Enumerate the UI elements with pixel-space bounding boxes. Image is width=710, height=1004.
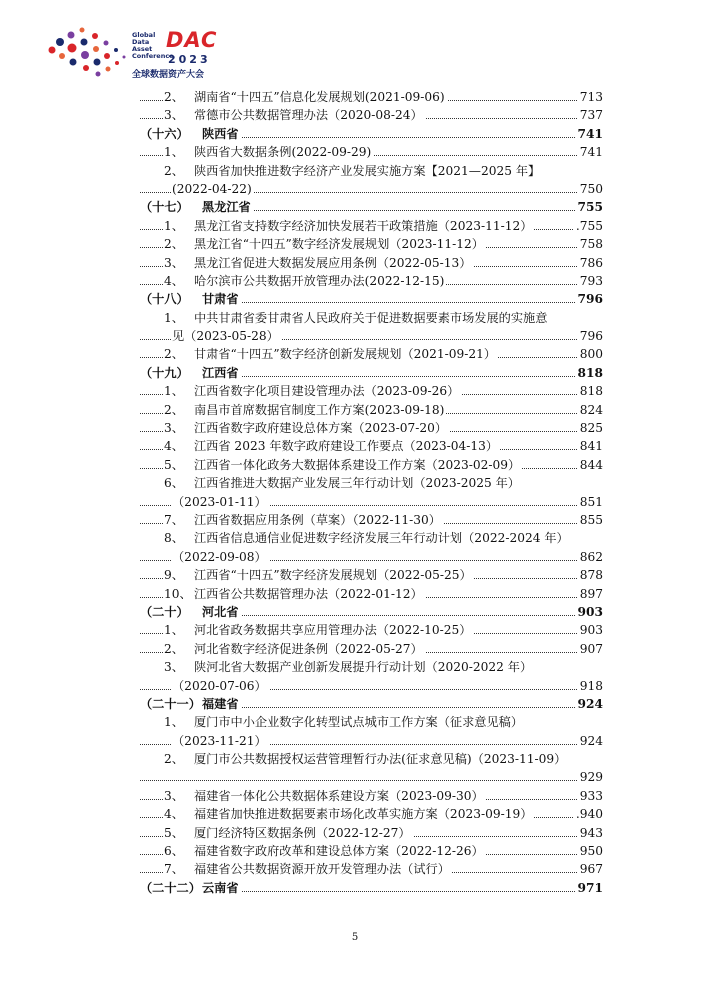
toc-entry-text: （2023-11-21）	[172, 733, 267, 748]
toc-entry-row[interactable]	[140, 713, 603, 731]
toc-entry-row[interactable]	[140, 254, 603, 272]
toc-entry-title	[140, 603, 241, 621]
toc-entry-title	[164, 143, 373, 161]
toc-entry-title	[164, 566, 474, 584]
toc-page-number: .755	[574, 217, 603, 235]
toc-entry-number: 3、	[164, 108, 184, 123]
toc-entry-title	[164, 640, 425, 658]
toc-entry-title	[164, 382, 461, 400]
toc-page-number: 950	[578, 842, 603, 860]
toc-page-number: 855	[578, 511, 603, 529]
toc-entry-number: 2、	[164, 163, 184, 178]
toc-entry-title	[140, 879, 241, 897]
toc-entry-row[interactable]	[140, 787, 603, 805]
toc-entry-number: 8、	[164, 531, 184, 546]
toc-entry-title	[164, 621, 473, 639]
toc-page-number: 796	[578, 327, 603, 345]
toc-entry-title	[140, 290, 241, 308]
toc-entry-title	[172, 732, 269, 750]
toc-page-number: 741	[578, 143, 603, 161]
toc-entry-title	[164, 585, 425, 603]
toc-entry-title	[140, 198, 253, 216]
toc-entry-text: 江西省	[202, 365, 239, 380]
toc-entry-title	[140, 364, 241, 382]
toc-entry-title	[172, 548, 269, 566]
toc-entry-text: 黑龙江省支持数字经济加快发展若干政策措施（2023-11-12）	[194, 218, 533, 233]
toc-entry-number: 4、	[164, 273, 184, 288]
toc-page-number: 929	[578, 768, 603, 786]
toc-page-number: 741	[576, 125, 603, 143]
toc-entry-text: 陕西省加快推进数字经济产业发展实施方案【2021—2025 年】	[194, 163, 541, 178]
toc-entry-row[interactable]	[140, 548, 603, 566]
toc-section-row[interactable]	[140, 125, 603, 143]
toc-entry-title	[164, 272, 446, 290]
toc-entry-text: 江西省公共数据管理办法（2022-01-12）	[194, 586, 423, 601]
toc-section-row[interactable]	[140, 198, 603, 216]
toc-entry-text: 江西省推进大数据产业发展三年行动计划（2023-2025 年）	[194, 476, 520, 491]
toc-entry-title	[164, 162, 603, 180]
toc-entry-row[interactable]	[140, 805, 603, 823]
toc-entry-number: 2、	[164, 90, 184, 104]
toc-entry-title	[164, 88, 447, 106]
toc-entry-number: 2、	[164, 641, 184, 656]
toc-entry-number: （十六）	[140, 126, 189, 141]
toc-entry-number: （十九）	[140, 365, 189, 380]
toc-entry-number: 3、	[164, 421, 184, 436]
toc-entry-row[interactable]	[140, 824, 603, 842]
table-of-contents	[140, 88, 603, 897]
toc-entry-number: 7、	[164, 862, 184, 877]
toc-entry-text: 江西省数字政府建设总体方案（2023-07-20）	[194, 421, 448, 436]
toc-entry-text: 甘肃省“十四五”数字经济创新发展规划（2021-09-21）	[194, 347, 497, 362]
toc-page-number: 796	[576, 290, 603, 308]
toc-entry-text: 黑龙江省“十四五”数字经济发展规划（2023-11-12）	[194, 237, 484, 252]
toc-entry-row[interactable]	[140, 750, 603, 768]
conference-logo	[44, 20, 218, 82]
toc-entry-title	[164, 658, 603, 676]
toc-entry-title	[164, 254, 473, 272]
toc-entry-text: 河北省数字经济促进条例（2022-05-27）	[194, 641, 423, 656]
toc-entry-title	[164, 805, 534, 823]
toc-page-number: 967	[578, 860, 603, 878]
toc-entry-number: 2、	[164, 347, 184, 362]
toc-entry-row[interactable]	[140, 327, 603, 345]
toc-entry-title	[164, 217, 534, 235]
toc-entry-text: 厦门市中小企业数字化转型试点城市工作方案（征求意见稿）	[194, 715, 524, 730]
toc-entry-text: 厦门市公共数据授权运营管理暂行办法(征求意见稿)（2023-11-09）	[194, 752, 567, 767]
toc-entry-text: 常德市公共数据管理办法（2020-08-24）	[194, 108, 423, 123]
toc-entry-text: （2023-01-11）	[172, 494, 267, 509]
toc-entry-text: 云南省	[202, 880, 239, 895]
toc-entry-number: （二十）	[140, 604, 189, 619]
toc-entry-number: 9、	[164, 568, 184, 583]
toc-entry-row[interactable]	[140, 768, 603, 786]
toc-section-row[interactable]	[140, 603, 603, 621]
toc-entry-row[interactable]	[140, 345, 603, 363]
toc-entry-title	[172, 493, 269, 511]
toc-entry-row[interactable]	[140, 143, 603, 161]
toc-entry-row[interactable]	[140, 529, 603, 547]
toc-page-number: 918	[578, 677, 603, 695]
toc-entry-title	[164, 824, 413, 842]
toc-page-number: 841	[578, 437, 603, 455]
toc-entry-number: 3、	[164, 788, 184, 803]
toc-entry-text: 福建省加快推进数据要素市场化改革实施方案（2023-09-19）	[194, 807, 533, 822]
toc-page-number: 903	[576, 603, 603, 621]
toc-section-row[interactable]	[140, 695, 603, 713]
toc-entry-text: （2020-07-06）	[172, 678, 267, 693]
toc-entry-row[interactable]	[140, 88, 603, 106]
logo-small-text: Global Data Asset Conference	[132, 31, 174, 60]
toc-entry-row[interactable]	[140, 658, 603, 676]
toc-entry-row[interactable]	[140, 511, 603, 529]
toc-section-row[interactable]	[140, 879, 603, 897]
logo-chinese-title: 全球数据资产大会	[132, 70, 205, 80]
toc-entry-row[interactable]	[140, 419, 603, 437]
toc-entry-number: 10、	[164, 586, 192, 601]
toc-page-number: 851	[578, 493, 603, 511]
toc-entry-number: （二十二）	[140, 880, 201, 895]
toc-entry-row[interactable]	[140, 235, 603, 253]
toc-entry-number: 2、	[164, 752, 184, 767]
toc-page-number: 924	[576, 695, 603, 713]
toc-page-number: 943	[578, 824, 603, 842]
toc-entry-number: 1、	[164, 623, 184, 638]
toc-entry-row[interactable]	[140, 640, 603, 658]
toc-entry-text: 见（2023-05-28）	[172, 329, 279, 344]
toc-entry-title	[164, 713, 603, 731]
toc-entry-title	[164, 437, 500, 455]
toc-entry-number: 7、	[164, 512, 184, 527]
toc-entry-text: 湖南省“十四五”信息化发展规划(2021-09-06)	[194, 90, 445, 104]
toc-page-number: 844	[578, 456, 603, 474]
toc-entry-title	[140, 125, 241, 143]
toc-page-number: 786	[578, 254, 603, 272]
toc-entry-number: 1、	[164, 310, 184, 325]
toc-page-number: 800	[578, 345, 603, 363]
toc-page-number: 793	[578, 272, 603, 290]
toc-entry-row[interactable]	[140, 217, 603, 235]
toc-entry-row[interactable]	[140, 474, 603, 492]
toc-entry-number: 5、	[164, 825, 184, 840]
toc-entry-number: 5、	[164, 457, 184, 472]
toc-entry-title	[164, 235, 486, 253]
toc-entry-text: 江西省信息通信业促进数字经济发展三年行动计划（2022-2024 年）	[194, 531, 569, 546]
toc-entry-text: 江西省一体化政务大数据体系建设工作方案（2023-02-09）	[194, 457, 521, 472]
toc-entry-number: 1、	[164, 384, 184, 399]
toc-entry-title	[172, 327, 281, 345]
toc-entry-row[interactable]	[140, 621, 603, 639]
toc-entry-title	[164, 529, 603, 547]
toc-entry-text: 陕河北省大数据产业创新发展提升行动计划（2020-2022 年）	[194, 660, 533, 675]
toc-page-number: 737	[578, 106, 603, 124]
toc-entry-number: 1、	[164, 218, 184, 233]
toc-entry-text: (2022-04-22)	[172, 181, 252, 196]
toc-entry-row[interactable]	[140, 180, 603, 198]
toc-entry-number: 3、	[164, 660, 184, 675]
toc-entry-row[interactable]	[140, 677, 603, 695]
toc-entry-text: 陕西省	[202, 126, 239, 141]
toc-section-row[interactable]	[140, 364, 603, 382]
toc-entry-number: （二十一）	[140, 696, 201, 711]
toc-page-number: 897	[578, 585, 603, 603]
toc-entry-title	[164, 345, 498, 363]
toc-page-number: 924	[578, 732, 603, 750]
toc-entry-title	[172, 677, 269, 695]
toc-entry-row[interactable]	[140, 309, 603, 327]
toc-entry-text: 南昌市首席数据官制度工作方案(2023-09-18)	[194, 402, 445, 417]
toc-page-number: 878	[578, 566, 603, 584]
toc-entry-number: 1、	[164, 145, 184, 160]
toc-page-number: 933	[578, 787, 603, 805]
toc-entry-row[interactable]	[140, 860, 603, 878]
toc-page-number: 818	[576, 364, 603, 382]
toc-entry-row[interactable]	[140, 382, 603, 400]
toc-entry-number: （十七）	[140, 200, 189, 215]
toc-entry-title	[164, 787, 486, 805]
toc-entry-number: 6、	[164, 476, 184, 491]
logo-dots-icon	[44, 20, 134, 82]
toc-entry-title	[164, 309, 603, 327]
toc-entry-text: 江西省数字化项目建设管理办法（2023-09-26）	[194, 384, 460, 399]
toc-entry-title	[172, 180, 254, 198]
toc-entry-text: 陕西省大数据条例(2022-09-29)	[194, 145, 372, 160]
toc-entry-number: 2、	[164, 402, 184, 417]
toc-section-row[interactable]	[140, 290, 603, 308]
toc-entry-text: 江西省“十四五”数字经济发展规划（2022-05-25）	[194, 568, 472, 583]
toc-entry-number: 6、	[164, 844, 184, 859]
toc-entry-text: 福建省	[202, 696, 239, 711]
toc-entry-row[interactable]	[140, 401, 603, 419]
toc-page-number: 907	[578, 640, 603, 658]
toc-page-number: 824	[578, 401, 603, 419]
toc-entry-title	[164, 474, 603, 492]
toc-entry-number: （十八）	[140, 292, 189, 307]
toc-entry-row[interactable]	[140, 732, 603, 750]
toc-entry-title	[164, 860, 452, 878]
toc-entry-title	[164, 401, 446, 419]
toc-entry-row[interactable]	[140, 493, 603, 511]
toc-entry-title	[164, 456, 522, 474]
toc-entry-text: 河北省政务数据共享应用管理办法（2022-10-25）	[194, 623, 472, 638]
toc-page-number: 903	[578, 621, 603, 639]
toc-entry-text: 黑龙江省促进大数据发展应用条例（2022-05-13）	[194, 255, 472, 270]
toc-entry-title	[164, 750, 603, 768]
toc-page-number: 755	[576, 198, 603, 216]
toc-entry-text: （2022-09-08）	[172, 549, 267, 564]
toc-entry-row[interactable]	[140, 272, 603, 290]
toc-entry-row[interactable]	[140, 456, 603, 474]
page-number: 5	[351, 932, 359, 943]
toc-entry-text: 福建省一体化公共数据体系建设方案（2023-09-30）	[194, 788, 484, 803]
toc-entry-text: 江西省 2023 年数字政府建设工作要点（2023-04-13）	[194, 439, 499, 454]
toc-entry-title	[140, 695, 241, 713]
toc-page-number: .940	[574, 805, 603, 823]
toc-page-number: 750	[578, 180, 603, 198]
toc-entry-number: 4、	[164, 439, 184, 454]
toc-entry-text: 江西省数据应用条例（草案）（2022-11-30）	[194, 512, 441, 527]
toc-entry-number: 3、	[164, 255, 184, 270]
logo-year: 2023	[168, 53, 211, 66]
toc-entry-text: 福建省公共数据资源开放开发管理办法（试行）	[194, 862, 450, 877]
toc-page-number: 713	[578, 88, 603, 106]
toc-page-number: 818	[578, 382, 603, 400]
toc-entry-text: 黑龙江省	[202, 200, 251, 215]
toc-entry-title	[164, 842, 486, 860]
toc-entry-title	[164, 106, 425, 124]
toc-entry-row[interactable]	[140, 162, 603, 180]
toc-entry-text: 河北省	[202, 604, 239, 619]
toc-page-number: 862	[578, 548, 603, 566]
toc-entry-row[interactable]	[140, 585, 603, 603]
toc-entry-text: 哈尔滨市公共数据开放管理办法(2022-12-15)	[194, 273, 445, 288]
toc-page-number: 758	[578, 235, 603, 253]
toc-entry-row[interactable]	[140, 566, 603, 584]
toc-entry-text: 厦门经济特区数据条例（2022-12-27）	[194, 825, 411, 840]
toc-entry-title	[164, 511, 443, 529]
toc-entry-row[interactable]	[140, 842, 603, 860]
toc-page-number: 825	[578, 419, 603, 437]
toc-entry-text: 甘肃省	[202, 292, 239, 307]
toc-page-number: 971	[576, 879, 603, 897]
toc-entry-number: 2、	[164, 237, 184, 252]
toc-entry-text: 福建省数字政府改革和建设总体方案（2022-12-26）	[194, 844, 484, 859]
toc-entry-row[interactable]	[140, 437, 603, 455]
toc-entry-title	[164, 419, 449, 437]
logo-brand: DAC	[166, 28, 218, 52]
toc-entry-text: 中共甘肃省委甘肃省人民政府关于促进数据要素市场发展的实施意	[194, 310, 548, 325]
toc-leader-dots	[140, 780, 603, 781]
toc-entry-number: 4、	[164, 807, 184, 822]
toc-entry-row[interactable]	[140, 106, 603, 124]
toc-entry-number: 1、	[164, 715, 184, 730]
